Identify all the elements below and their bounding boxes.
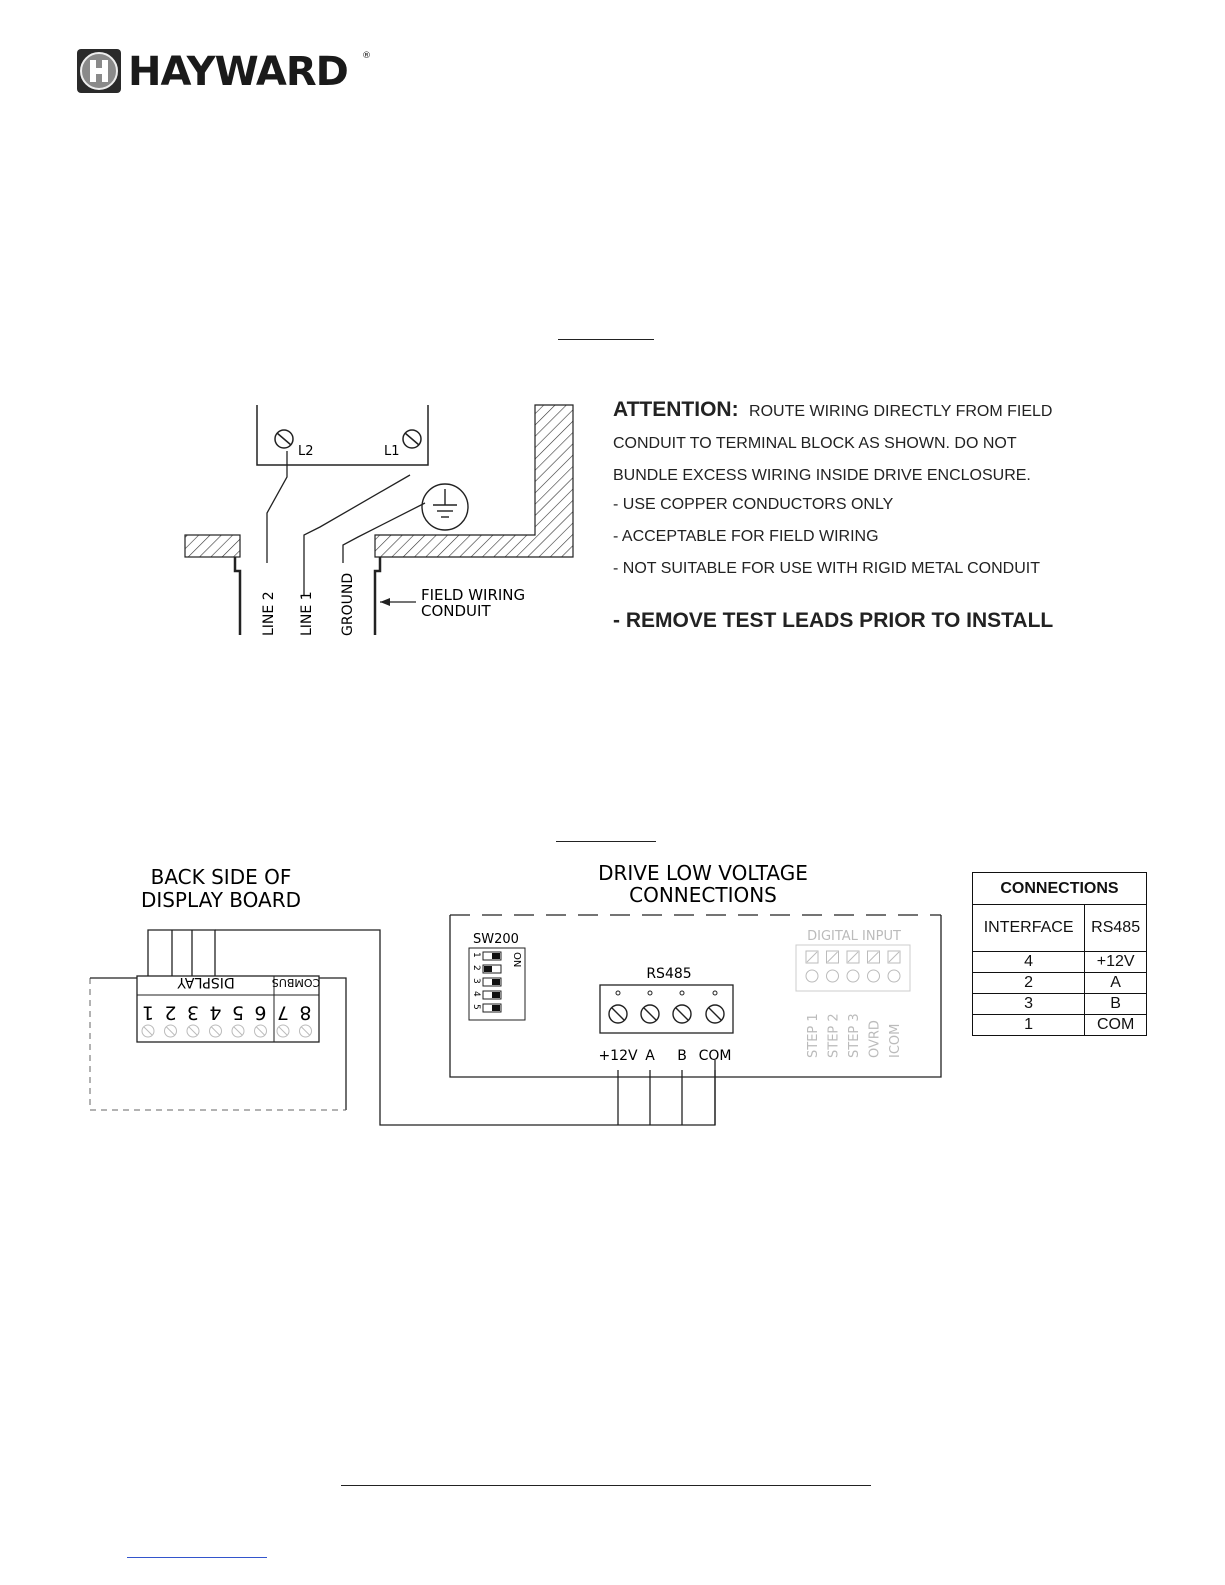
sw200-position-number: 5	[471, 1004, 481, 1010]
hayward-h-badge-icon	[76, 48, 124, 96]
display-label: DISPLAY	[177, 974, 235, 990]
digital-input-label-item: STEP 1	[806, 1013, 821, 1058]
wire-label-line-2: LINE 2	[261, 591, 277, 636]
ground-symbol-icon	[422, 484, 468, 530]
table-cell: +12V	[1085, 952, 1147, 973]
attention-heading: ATTENTION:	[613, 398, 739, 421]
terminal-label-l1: L1	[384, 444, 400, 459]
attention-line-2: CONDUIT TO TERMINAL BLOCK AS SHOWN. DO NOT	[613, 435, 1017, 452]
digital-input-label: DIGITAL INPUT	[807, 929, 901, 944]
terminal-screw-l1-icon	[403, 430, 421, 448]
low-voltage-connections-diagram	[85, 860, 965, 1145]
table-row	[973, 1015, 1147, 1036]
connections-table	[972, 872, 1147, 1036]
attention-bullet-field-wiring: - ACCEPTABLE FOR FIELD WIRING	[613, 528, 879, 545]
dip-switch-lever	[492, 953, 500, 959]
digital-input-circle-icon	[847, 970, 859, 982]
drive-title-line2: CONNECTIONS	[629, 883, 777, 907]
sw200-position-number: 1	[471, 952, 481, 958]
rs485-label: RS485	[646, 966, 692, 982]
table-cell: 1	[973, 1015, 1085, 1036]
rs485-indicator-dot	[680, 991, 684, 995]
wire-label-line-1: LINE 1	[299, 591, 315, 636]
display-wire-bundle	[148, 930, 215, 976]
digital-input-circle-icon	[806, 970, 818, 982]
sw200-label: SW200	[473, 932, 519, 947]
terminal-screw-l2-icon	[275, 430, 293, 448]
drive-title-line1: DRIVE LOW VOLTAGE	[598, 861, 808, 885]
wire-label-ground: GROUND	[340, 572, 356, 636]
table-row	[973, 952, 1147, 973]
line-voltage-wiring-diagram	[180, 395, 600, 645]
sw200-position-number: 3	[471, 978, 481, 984]
attention-line-1: ROUTE WIRING DIRECTLY FROM FIELD	[749, 403, 1053, 420]
display-terminal-number: 5	[231, 1001, 245, 1024]
digital-input-block	[796, 945, 910, 991]
display-terminal-number: 6	[254, 1001, 267, 1024]
digital-input-circle-icon	[868, 970, 880, 982]
attention-line-3: BUNDLE EXCESS WIRING INSIDE DRIVE ENCLOSURE.	[613, 467, 1031, 484]
conduit-arrow-head-icon	[380, 598, 390, 606]
terminal-block	[257, 405, 428, 465]
display-terminal-number: 4	[209, 1001, 222, 1024]
digital-input-circle-icon	[827, 970, 839, 982]
rs485-terminal-label: COM	[698, 1048, 732, 1064]
table-cell: 2	[973, 973, 1085, 994]
digital-input-label-item: OVRD	[867, 1020, 883, 1058]
digital-input-label-item: STEP 3	[847, 1013, 862, 1058]
digital-input-label-item: STEP 2	[826, 1013, 842, 1058]
table-cell: COM	[1085, 1015, 1147, 1036]
display-terminal-number: 1	[141, 1001, 155, 1024]
section-heading-rule-2	[556, 841, 656, 842]
conduit-left	[235, 557, 240, 635]
section-heading-rule-1	[558, 339, 654, 340]
table-cell: B	[1085, 994, 1147, 1015]
hayward-logo	[76, 47, 376, 97]
dip-switch-lever	[484, 966, 492, 972]
digital-input-terminals	[806, 951, 903, 1058]
table-cell: 4	[973, 952, 1085, 973]
enclosure-wall-left	[185, 535, 240, 557]
attention-bullet-copper: - USE COPPER CONDUCTORS ONLY	[613, 496, 894, 513]
rs485-indicator-dot	[648, 991, 652, 995]
display-terminal-number: 7	[276, 1001, 290, 1024]
terminal-label-l2: L2	[298, 444, 314, 459]
logo-registered-mark: ®	[362, 51, 371, 61]
connections-col-interface: INTERFACE	[973, 905, 1085, 952]
back-side-title-line1: BACK SIDE OF	[150, 865, 292, 889]
dip-switch-lever	[492, 1005, 500, 1011]
footer-rule	[341, 1485, 871, 1486]
rs485-terminal-label: B	[677, 1048, 687, 1064]
conduit-right	[375, 557, 380, 635]
digital-input-circle-icon	[888, 970, 900, 982]
rs485-terminal-label: +12V	[598, 1048, 638, 1064]
display-terminal-number: 2	[164, 1001, 177, 1024]
display-terminal-number: 8	[299, 1001, 312, 1024]
display-terminal-number: 3	[186, 1001, 200, 1024]
rs485-indicator-dot	[713, 991, 717, 995]
enclosure-wall-right	[375, 405, 573, 557]
conduit-label-line2: CONDUIT	[421, 602, 491, 620]
rs485-indicator-dot	[616, 991, 620, 995]
connections-table-title: CONNECTIONS	[973, 873, 1147, 905]
attention-bullet-test-leads: - REMOVE TEST LEADS PRIOR TO INSTALL	[613, 609, 1054, 632]
sw200-position-number: 4	[471, 991, 481, 997]
attention-bullet-rigid-conduit: - NOT SUITABLE FOR USE WITH RIGID METAL CONDUIT	[613, 560, 1040, 577]
table-cell: A	[1085, 973, 1147, 994]
footer-link-underline	[127, 1557, 267, 1558]
table-cell: 3	[973, 994, 1085, 1015]
conduit-label-line1: FIELD WIRING	[421, 586, 526, 604]
table-row	[973, 973, 1147, 994]
combus-label: COMBUS	[271, 976, 321, 989]
wire-line-2	[267, 451, 287, 563]
dip-switch-lever	[492, 979, 500, 985]
connections-col-rs485: RS485	[1085, 905, 1147, 952]
table-row	[973, 994, 1147, 1015]
dip-switch-lever	[492, 992, 500, 998]
rs485-terminals	[598, 991, 731, 1125]
sw200-position-number: 2	[471, 965, 481, 971]
logo-wordmark: HAYWARD	[128, 49, 348, 95]
sw200-switches	[471, 952, 501, 1012]
back-side-title-line2: DISPLAY BOARD	[140, 888, 302, 912]
rs485-terminal-label: A	[645, 1048, 655, 1064]
digital-input-label-item: ICOM	[888, 1023, 903, 1058]
sw200-on-label: ON	[511, 952, 522, 968]
